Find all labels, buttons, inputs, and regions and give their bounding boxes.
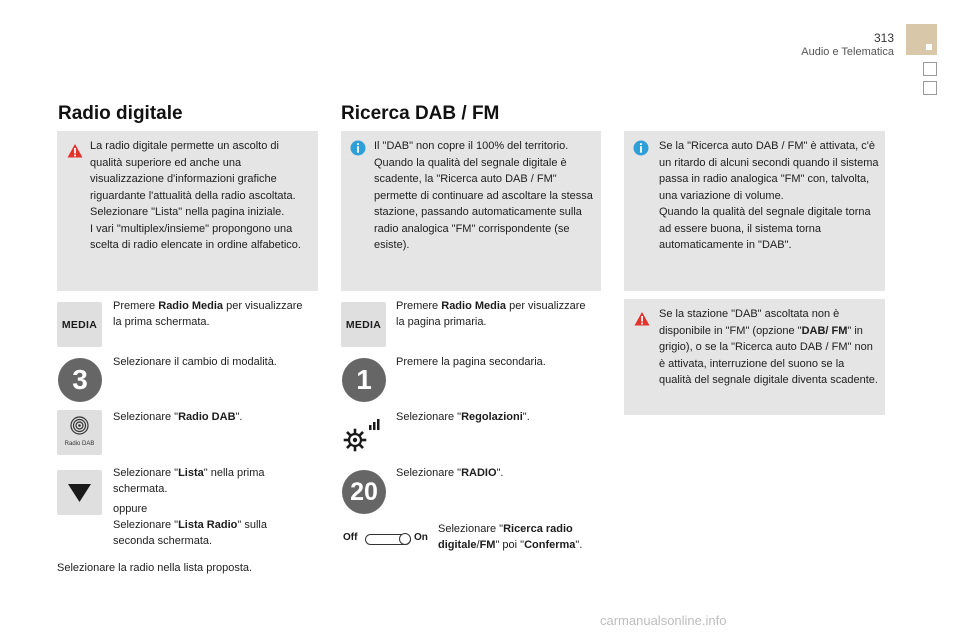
section-tab-active[interactable] [906, 24, 937, 55]
step-number-badge: 1 [342, 358, 386, 402]
page-number: 313 [873, 31, 894, 45]
warning-box [57, 131, 318, 291]
media-button-icon: MEDIA [341, 302, 386, 347]
warning-text: La radio digitale permette un ascolto di qualità superiore ed anche una visualizzazione d'informazioni grafiche riguardante l'attualità della radio ascoltata. Selezionare "Lista" nella pagina iniziale. [90, 140, 296, 218]
step-text: Selezionare "Lista" nella prima schermata. [113, 467, 265, 495]
final-instruction: Selezionare la radio nella lista proposta. [57, 562, 253, 574]
step-text: Selezionare "RADIO". [396, 467, 504, 479]
warning-text: Se la stazione "DAB" ascoltata non è disponibile in "FM" (opzione "DAB/ FM" in grigio), o se la "Ricerca auto DAB / FM" non è attivata, interruzione del suono se la qualità del segnale digitale diventa scadente. [659, 308, 878, 386]
radio-dab-icon: Radio DAB [57, 410, 102, 455]
step-text: Selezionare "Regolazioni". [396, 411, 530, 423]
chevron-down-icon [57, 470, 102, 515]
info-text: Il "DAB" non copre il 100% del territorio. [374, 140, 569, 152]
warning-box [624, 299, 885, 415]
section-heading-ricerca-dab-fm: Ricerca DAB / FM [341, 103, 500, 124]
info-icon [633, 140, 649, 156]
info-icon [350, 140, 366, 156]
media-button-icon: MEDIA [57, 302, 102, 347]
info-box [624, 131, 885, 291]
section-tab[interactable] [923, 62, 937, 76]
info-text: Quando la qualità del segnale digitale torna ad essere buona, il sistema torna automaticamente in "DAB". [659, 206, 871, 251]
step-text: Selezionare "Ricerca radio digitale/FM" poi "Conferma". [438, 523, 583, 551]
watermark: carmanualsonline.info [600, 613, 727, 628]
info-text: Se la "Ricerca auto DAB / FM" è attivata, c'è un ritardo di alcuni secondi quando il sistema passa in radio analogica "FM" con, talvolta, una variazione di volume. [659, 140, 879, 202]
step-text-alt: oppure Selezionare "Lista Radio" sulla seconda schermata. [113, 503, 267, 547]
section-title: Audio e Telematica [801, 46, 894, 58]
info-text: Quando la qualità del segnale digitale è scadente, la "Ricerca auto DAB / FM" permette di continuare ad ascoltare la stessa stazione, passando automaticamente sulla radio analogica "FM" corrispondente (se esiste). [374, 156, 593, 251]
section-tab[interactable] [923, 81, 937, 95]
step-text: Premere la pagina secondaria. [396, 356, 546, 368]
step-text: Selezionare "Radio DAB". [113, 411, 243, 423]
warning-text: I vari "multiplex/insieme" propongono una scelta di radio elencate in ordine alfabetico. [90, 222, 301, 251]
warning-icon [67, 143, 83, 159]
step-text: Premere Radio Media per visualizzare la prima schermata. [113, 300, 303, 328]
step-text: Selezionare il cambio di modalità. [113, 356, 277, 368]
warning-icon [634, 311, 650, 327]
step-number-badge: 20 [342, 470, 386, 514]
section-heading-radio-digitale: Radio digitale [58, 103, 183, 124]
step-number-badge: 3 [58, 358, 102, 402]
step-text: Premere Radio Media per visualizzare la pagina primaria. [396, 300, 586, 328]
info-box [341, 131, 601, 291]
off-on-toggle-icon: Off On [343, 532, 428, 543]
settings-gear-icon [341, 413, 386, 458]
